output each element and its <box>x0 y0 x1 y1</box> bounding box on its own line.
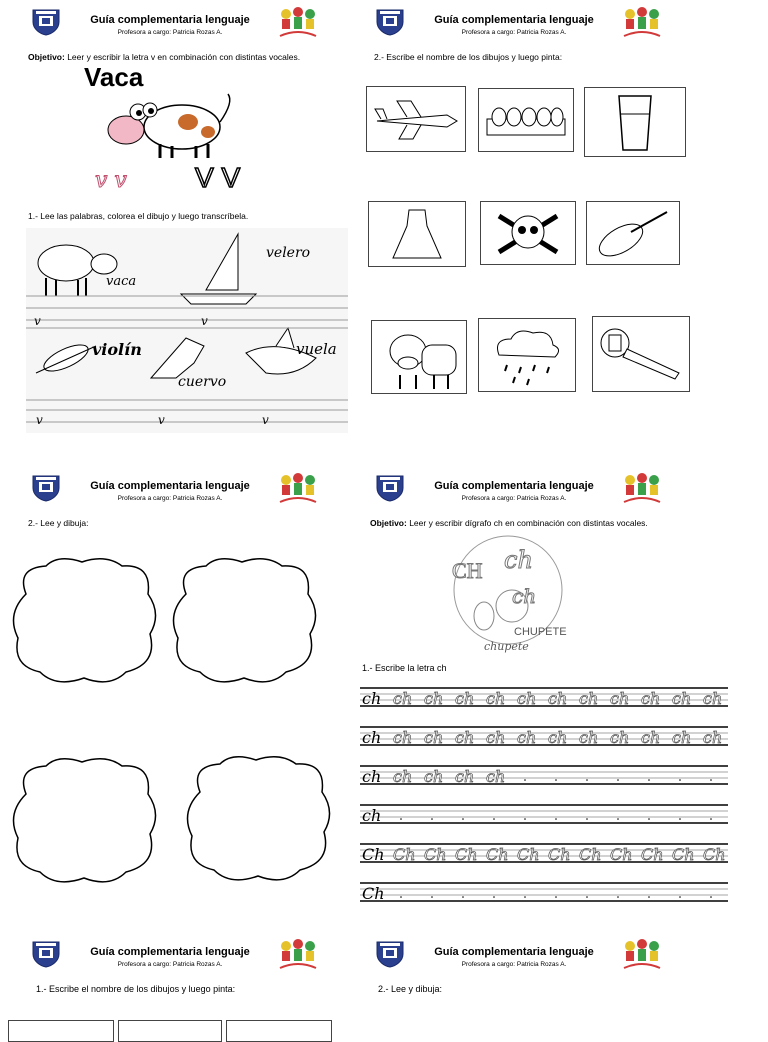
trace-dot <box>617 779 619 781</box>
worksheet-teacher: Profesora a cargo: Patricia Rozas A. <box>117 961 223 968</box>
instruction-6: 2.- Lee y dibuja: <box>378 984 443 994</box>
kids-logo-icon <box>276 938 320 974</box>
word-cuervo: cuervo <box>178 374 227 390</box>
ch-glyph: Ch <box>424 845 447 864</box>
ch-glyph: ch <box>579 728 599 747</box>
trace-dot <box>679 896 681 898</box>
ch-glyph: ch <box>362 728 382 747</box>
panel-read-draw-2 <box>344 932 728 1024</box>
word-velero: velero <box>266 245 311 261</box>
panel-name-pictures <box>344 0 728 460</box>
ch-glyph: ch <box>424 728 444 747</box>
worksheet-title: Guía complementaria lenguaje <box>434 14 594 26</box>
ch-glyph: ch <box>517 728 537 747</box>
ch-glyph: Ch <box>362 845 385 864</box>
ch-glyph: ch <box>579 689 599 708</box>
ch-glyph: ch <box>424 689 444 708</box>
picture-box <box>584 87 686 157</box>
trace-dot <box>710 779 712 781</box>
trace-dot <box>400 818 402 820</box>
ch-glyph: Ch <box>672 845 695 864</box>
trace-dot <box>462 818 464 820</box>
trace-dot <box>555 818 557 820</box>
trace-dot <box>431 818 433 820</box>
panel-read-draw <box>0 466 384 932</box>
rain-cloud-icon <box>479 319 575 391</box>
ch-glyph: ch <box>641 689 661 708</box>
worksheet-header <box>0 932 384 972</box>
kids-logo-icon <box>620 472 664 508</box>
worksheet-header <box>344 932 728 972</box>
ch-glyph: Ch <box>393 845 416 864</box>
trace-dot <box>586 818 588 820</box>
school-crest-icon <box>30 8 62 36</box>
chupete-cursive: chupete <box>484 640 529 653</box>
svg-text:v: v <box>262 413 269 427</box>
worksheet-title: Guía complementaria lenguaje <box>90 480 250 492</box>
trace-dot <box>710 896 712 898</box>
picture-box <box>586 201 680 265</box>
instruction-3: 2.- Lee y dibuja: <box>28 518 89 528</box>
chupete-upper: CHUPETE <box>514 626 567 638</box>
school-crest-icon <box>30 474 62 502</box>
trace-dot <box>555 896 557 898</box>
ch-glyph: ch <box>362 689 382 708</box>
ch-glyph: ch <box>455 689 475 708</box>
ch-glyph: Ch <box>641 845 664 864</box>
instruction-4: 1.- Escribe la letra ch <box>362 663 447 673</box>
trace-dot <box>648 818 650 820</box>
airplane-icon <box>367 87 465 151</box>
trace-dot <box>524 779 526 781</box>
ch-glyph: ch <box>486 689 506 708</box>
trace-dot <box>648 896 650 898</box>
picture-box <box>478 88 574 152</box>
ch-glyph: ch <box>393 728 413 747</box>
kids-logo-icon <box>620 6 664 42</box>
ch-lower-2: ch <box>512 584 537 608</box>
panel-digraph-ch <box>344 466 728 932</box>
drawing-cloud[interactable] <box>6 554 162 688</box>
worksheet-title: Guía complementaria lenguaje <box>434 480 594 492</box>
trace-dot <box>555 779 557 781</box>
trace-dot <box>493 896 495 898</box>
picture-box <box>480 201 576 265</box>
trace-dot <box>493 818 495 820</box>
ch-glyph: ch <box>486 728 506 747</box>
dress-icon <box>369 202 465 266</box>
word-vaca: vaca <box>106 274 137 289</box>
trace-dot <box>586 896 588 898</box>
ch-glyph: Ch <box>455 845 478 864</box>
trace-dot <box>679 818 681 820</box>
ch-glyph: ch <box>610 728 630 747</box>
word-violin: violín <box>92 340 142 359</box>
ch-glyph: Ch <box>610 845 633 864</box>
ch-lower-1: ch <box>504 546 533 574</box>
ch-glyph: Ch <box>486 845 509 864</box>
trace-dot <box>648 779 650 781</box>
worksheet-header <box>344 0 728 40</box>
trace-dot <box>617 818 619 820</box>
glass-icon <box>585 88 685 156</box>
trace-dot <box>679 779 681 781</box>
drawing-cloud[interactable] <box>6 754 164 892</box>
worksheet-teacher: Profesora a cargo: Patricia Rozas A. <box>117 495 223 502</box>
picture-box <box>478 318 576 392</box>
picture-box <box>118 1020 222 1042</box>
violin-icon <box>587 202 679 264</box>
picture-box <box>368 201 466 267</box>
ch-glyph: ch <box>517 689 537 708</box>
panel-letter-v <box>0 0 384 460</box>
skull-crossbones-icon <box>481 202 575 264</box>
trace-dot <box>617 896 619 898</box>
trace-dot <box>524 818 526 820</box>
kids-logo-icon <box>620 938 664 974</box>
school-crest-icon <box>374 8 406 36</box>
ch-glyph: Ch <box>703 845 726 864</box>
svg-text:V V: V V <box>195 162 241 193</box>
ch-glyph: ch <box>672 689 692 708</box>
svg-text:v: v <box>34 314 41 328</box>
ch-glyph: ch <box>672 728 692 747</box>
ch-glyph: ch <box>641 728 661 747</box>
ch-glyph: Ch <box>579 845 602 864</box>
worksheet-teacher: Profesora a cargo: Patricia Rozas A. <box>117 29 223 36</box>
worksheet-title: Guía complementaria lenguaje <box>434 946 594 958</box>
trace-dot <box>586 779 588 781</box>
trace-dot <box>524 896 526 898</box>
svg-text:v v: v v <box>95 168 127 193</box>
key-icon <box>593 317 689 391</box>
drawing-cloud[interactable] <box>166 554 324 690</box>
worksheet-teacher: Profesora a cargo: Patricia Rozas A. <box>461 961 567 968</box>
instruction-5: 1.- Escribe el nombre de los dibujos y luego pinta: <box>36 984 236 994</box>
objective: Objetivo: Leer y escribir la letra v en combinación con distintas vocales. <box>28 52 301 62</box>
picture-box <box>371 320 467 394</box>
ch-glyph: ch <box>393 767 413 786</box>
ch-glyph: ch <box>455 767 475 786</box>
trace-dot <box>400 896 402 898</box>
ch-glyph: ch <box>362 806 382 825</box>
school-crest-icon <box>374 940 406 968</box>
ch-glyph: ch <box>486 767 506 786</box>
ch-glyph: Ch <box>517 845 540 864</box>
kids-logo-icon <box>276 472 320 508</box>
picture-box <box>592 316 690 392</box>
trace-dot <box>431 896 433 898</box>
ch-glyph: ch <box>548 728 568 747</box>
ch-glyph: ch <box>703 689 723 708</box>
worksheet-header <box>0 0 384 40</box>
ch-practice-lines <box>360 684 728 918</box>
cow-icon <box>372 321 466 393</box>
ch-glyph: ch <box>703 728 723 747</box>
school-crest-icon <box>30 940 62 968</box>
vaca-title: Vaca <box>84 62 144 92</box>
instruction-1: 1.- Lee las palabras, colorea el dibujo y luego transcríbela. <box>28 211 249 221</box>
worksheet-title: Guía complementaria lenguaje <box>90 14 250 26</box>
picture-box <box>366 86 466 152</box>
svg-text:v: v <box>158 413 165 427</box>
ch-glyph: Ch <box>548 845 571 864</box>
ch-glyph: ch <box>393 689 413 708</box>
svg-text:v: v <box>36 413 43 427</box>
egg-carton-icon <box>479 89 573 151</box>
worksheet-header <box>344 466 728 506</box>
school-crest-icon <box>374 474 406 502</box>
word-vuela: vuela <box>296 340 337 358</box>
worksheet-title: Guía complementaria lenguaje <box>90 946 250 958</box>
ch-glyph: Ch <box>362 884 385 903</box>
ch-upper: CH <box>452 558 483 583</box>
worksheet-header <box>0 466 384 506</box>
svg-text:v: v <box>201 314 208 328</box>
picture-box <box>8 1020 114 1042</box>
ch-glyph: ch <box>548 689 568 708</box>
trace-dot <box>710 818 712 820</box>
instruction-2: 2.- Escribe el nombre de los dibujos y luego pinta: <box>374 52 563 62</box>
worksheet-teacher: Profesora a cargo: Patricia Rozas A. <box>461 29 567 36</box>
worksheet-teacher: Profesora a cargo: Patricia Rozas A. <box>461 495 567 502</box>
ch-glyph: ch <box>424 767 444 786</box>
cow-illustration-icon <box>95 92 241 193</box>
kids-logo-icon <box>276 6 320 42</box>
ch-glyph: ch <box>610 689 630 708</box>
trace-dot <box>462 896 464 898</box>
ch-glyph: ch <box>362 767 382 786</box>
panel-name-pictures-2 <box>0 932 384 1024</box>
drawing-cloud[interactable] <box>180 752 336 890</box>
picture-box <box>226 1020 332 1042</box>
ch-glyph: ch <box>455 728 475 747</box>
objective: Objetivo: Leer y escribir dígrafo ch en combinación con distintas vocales. <box>370 518 648 528</box>
